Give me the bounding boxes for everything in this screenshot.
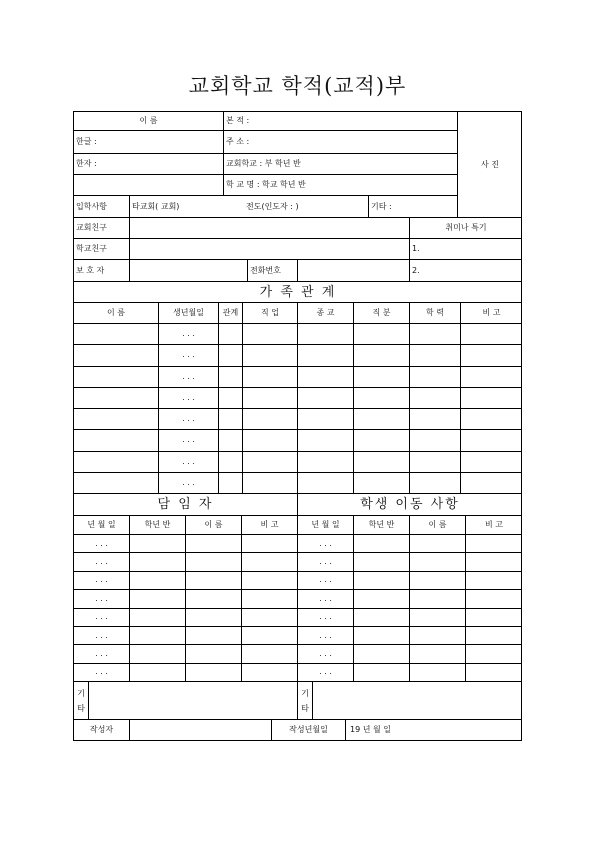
movement-cell-grade[interactable] [354,645,410,663]
teacher-cell-grade[interactable] [130,609,186,627]
teacher-cell-name[interactable] [186,572,242,590]
family-cell-birthdate[interactable]: . . . [159,430,219,451]
blank-cell [74,175,224,196]
movement-cell-grade[interactable] [354,535,410,553]
family-cell-job[interactable] [243,388,298,409]
registration-form [73,111,522,741]
family-cell-relation[interactable] [219,345,243,366]
family-cell-education[interactable] [410,324,461,345]
movement-cell-note[interactable] [466,609,522,627]
movement-cell-grade[interactable] [354,609,410,627]
hanja-name-field[interactable]: 한자 : [74,154,224,175]
teacher-cell-grade[interactable] [130,664,186,682]
movement-cell-note[interactable] [466,627,522,645]
school-name-field[interactable]: 학 교 명 : 학교 학년 반 [224,175,458,196]
family-cell-job[interactable] [243,473,298,494]
photo-bottom-edge [458,196,522,218]
family-cell-relation[interactable] [219,324,243,345]
movement-cell-name[interactable] [410,590,466,608]
movement-cell-date[interactable]: . . . [298,553,354,571]
movement-cell-note[interactable] [466,572,522,590]
movement-cell-date[interactable]: . . . [298,572,354,590]
writer-field[interactable] [130,720,272,740]
date-label: 작성년월일 [272,720,346,740]
family-cell-religion[interactable] [298,367,354,388]
date-field[interactable]: 19 년 월 일 [350,725,391,734]
teacher-cell-date[interactable]: . . . [74,609,130,627]
movement-cell-grade[interactable] [354,590,410,608]
family-cell-job[interactable] [243,345,298,366]
teacher-cell-date[interactable]: . . . [74,645,130,663]
teacher-section-title: 담 임 자 [74,494,298,516]
family-header-relation: 관계 [219,303,243,324]
family-cell-name[interactable] [74,345,159,366]
family-cell-birthdate[interactable]: . . . [159,324,219,345]
admission-label: 입학사항 [74,196,130,218]
family-cell-position[interactable] [354,345,410,366]
etc-field-left[interactable] [89,682,298,720]
teacher-cell-note[interactable] [242,609,298,627]
movement-cell-note[interactable] [466,553,522,571]
family-header-note: 비 고 [461,303,522,324]
family-header-religion: 종 교 [298,303,354,324]
teacher-cell-date[interactable]: . . . [74,553,130,571]
school-friend-label: 학교친구 [74,239,130,260]
teacher-header-note: 비 고 [242,516,298,535]
family-cell-religion[interactable] [298,430,354,451]
teacher-cell-grade[interactable] [130,590,186,608]
hangul-name-field[interactable]: 한글 : [74,131,224,154]
phone-field[interactable] [298,260,410,282]
family-cell-note[interactable] [461,409,522,430]
family-cell-note[interactable] [461,345,522,366]
movement-header-note: 비 고 [466,516,522,535]
teacher-cell-date[interactable]: . . . [74,535,130,553]
church-school-field[interactable]: 교회학교 : 부 학년 반 [224,154,458,175]
family-cell-position[interactable] [354,367,410,388]
family-cell-education[interactable] [410,409,461,430]
family-cell-education[interactable] [410,452,461,473]
movement-cell-date[interactable]: . . . [298,645,354,663]
teacher-header-name: 이 름 [186,516,242,535]
family-cell-position[interactable] [354,430,410,451]
family-cell-job[interactable] [243,452,298,473]
family-cell-relation[interactable] [219,388,243,409]
family-cell-note[interactable] [461,388,522,409]
family-cell-note[interactable] [461,452,522,473]
address-field[interactable]: 주 소 : [224,131,458,154]
family-header-name: 이 름 [74,303,159,324]
phone-label: 전화번호 [248,260,298,282]
church-friend-label: 교회친구 [74,218,130,239]
church-friend-field[interactable] [130,218,410,239]
movement-cell-grade[interactable] [354,627,410,645]
teacher-cell-name[interactable] [186,609,242,627]
movement-cell-name[interactable] [410,553,466,571]
family-cell-religion[interactable] [298,388,354,409]
etc-field-right[interactable] [313,682,522,720]
teacher-cell-name[interactable] [186,553,242,571]
movement-cell-name[interactable] [410,572,466,590]
family-cell-note[interactable] [461,367,522,388]
movement-cell-date[interactable]: . . . [298,664,354,682]
movement-section-title: 학생 이동 사항 [298,494,522,516]
movement-cell-note[interactable] [466,590,522,608]
family-cell-name[interactable] [74,388,159,409]
family-header-position: 직 분 [354,303,410,324]
movement-cell-grade[interactable] [354,664,410,682]
family-cell-name[interactable] [74,430,159,451]
family-cell-job[interactable] [243,324,298,345]
family-cell-position[interactable] [354,452,410,473]
teacher-cell-name[interactable] [186,645,242,663]
family-cell-education[interactable] [410,345,461,366]
teacher-cell-name[interactable] [186,590,242,608]
teacher-header-date: 년 월 일 [74,516,130,535]
etc-label-left [74,682,89,720]
movement-cell-date[interactable]: . . . [298,609,354,627]
teacher-cell-note[interactable] [242,535,298,553]
movement-cell-note[interactable] [466,664,522,682]
movement-header-date: 년 월 일 [298,516,354,535]
family-cell-religion[interactable] [298,324,354,345]
family-cell-note[interactable] [461,430,522,451]
bonjeok-field[interactable]: 본 적 : [224,112,458,131]
movement-cell-grade[interactable] [354,553,410,571]
writer-label: 작성자 [74,720,130,740]
family-cell-birthdate[interactable]: . . . [159,452,219,473]
family-cell-note[interactable] [461,473,522,494]
family-cell-relation[interactable] [219,430,243,451]
teacher-cell-grade[interactable] [130,645,186,663]
teacher-cell-grade[interactable] [130,627,186,645]
family-cell-relation[interactable] [219,473,243,494]
movement-cell-name[interactable] [410,627,466,645]
misc-field[interactable]: 기타 : [369,196,458,218]
family-cell-birthdate[interactable]: . . . [159,409,219,430]
family-cell-note[interactable] [461,324,522,345]
family-cell-position[interactable] [354,324,410,345]
etc-char-2: 타 [301,703,309,713]
family-cell-name[interactable] [74,409,159,430]
teacher-cell-name[interactable] [186,627,242,645]
etc-label-right [298,682,313,720]
movement-cell-name[interactable] [410,645,466,663]
movement-cell-name[interactable] [410,664,466,682]
teacher-cell-grade[interactable] [130,553,186,571]
family-cell-name[interactable] [74,367,159,388]
teacher-cell-note[interactable] [242,645,298,663]
movement-cell-note[interactable] [466,645,522,663]
hobby-field-1[interactable]: 1. [410,239,522,260]
name-header: 이 름 [74,112,224,131]
hobby-header: 취미나 특기 [410,218,522,239]
guardian-label: 보 호 자 [74,260,130,282]
family-cell-relation[interactable] [219,367,243,388]
teacher-cell-note[interactable] [242,553,298,571]
photo-box: 사 진 [481,160,499,169]
school-friend-field[interactable] [130,239,410,260]
family-section-title: 가 족 관 계 [74,282,522,303]
family-cell-education[interactable] [410,430,461,451]
family-cell-name[interactable] [74,452,159,473]
family-cell-job[interactable] [243,430,298,451]
family-cell-relation[interactable] [219,452,243,473]
family-cell-birthdate[interactable]: . . . [159,473,219,494]
page-title: 교회학교 학적(교적)부 [188,74,407,98]
movement-cell-name[interactable] [410,609,466,627]
etc-char-1: 기 [77,688,85,698]
teacher-cell-grade[interactable] [130,535,186,553]
family-cell-religion[interactable] [298,473,354,494]
teacher-header-grade: 학년 반 [130,516,186,535]
family-cell-relation[interactable] [219,409,243,430]
movement-cell-date[interactable]: . . . [298,590,354,608]
teacher-cell-date[interactable]: . . . [74,627,130,645]
family-cell-position[interactable] [354,388,410,409]
family-cell-religion[interactable] [298,409,354,430]
guardian-field[interactable] [130,260,248,282]
movement-cell-name[interactable] [410,535,466,553]
family-cell-job[interactable] [243,367,298,388]
other-church-field[interactable]: 타교회( 교회) [130,196,244,218]
teacher-cell-note[interactable] [242,664,298,682]
etc-char-1: 기 [301,688,309,698]
movement-header-name: 이 름 [410,516,466,535]
family-cell-name[interactable] [74,473,159,494]
evangelism-field[interactable]: 전도(인도자 : ) [244,196,369,218]
movement-header-grade: 학년 반 [354,516,410,535]
teacher-cell-grade[interactable] [130,572,186,590]
family-cell-education[interactable] [410,388,461,409]
teacher-cell-date[interactable]: . . . [74,572,130,590]
etc-char-2: 타 [77,703,85,713]
movement-cell-date[interactable]: . . . [298,627,354,645]
teacher-cell-note[interactable] [242,627,298,645]
family-cell-birthdate[interactable]: . . . [159,367,219,388]
family-cell-position[interactable] [354,409,410,430]
family-header-education: 학 력 [410,303,461,324]
family-cell-religion[interactable] [298,452,354,473]
family-header-birthdate: 생년월일 [159,303,219,324]
family-cell-birthdate[interactable]: . . . [159,388,219,409]
family-cell-name[interactable] [74,324,159,345]
family-cell-birthdate[interactable]: . . . [159,345,219,366]
teacher-cell-name[interactable] [186,664,242,682]
teacher-cell-date[interactable]: . . . [74,664,130,682]
family-header-job: 직 업 [243,303,298,324]
teacher-cell-note[interactable] [242,572,298,590]
family-cell-education[interactable] [410,367,461,388]
teacher-cell-name[interactable] [186,535,242,553]
hobby-field-2[interactable]: 2. [410,260,522,282]
family-cell-position[interactable] [354,473,410,494]
movement-cell-date[interactable]: . . . [298,535,354,553]
family-cell-job[interactable] [243,409,298,430]
teacher-cell-date[interactable]: . . . [74,590,130,608]
family-cell-religion[interactable] [298,345,354,366]
family-cell-education[interactable] [410,473,461,494]
movement-cell-note[interactable] [466,535,522,553]
teacher-cell-note[interactable] [242,590,298,608]
movement-cell-grade[interactable] [354,572,410,590]
